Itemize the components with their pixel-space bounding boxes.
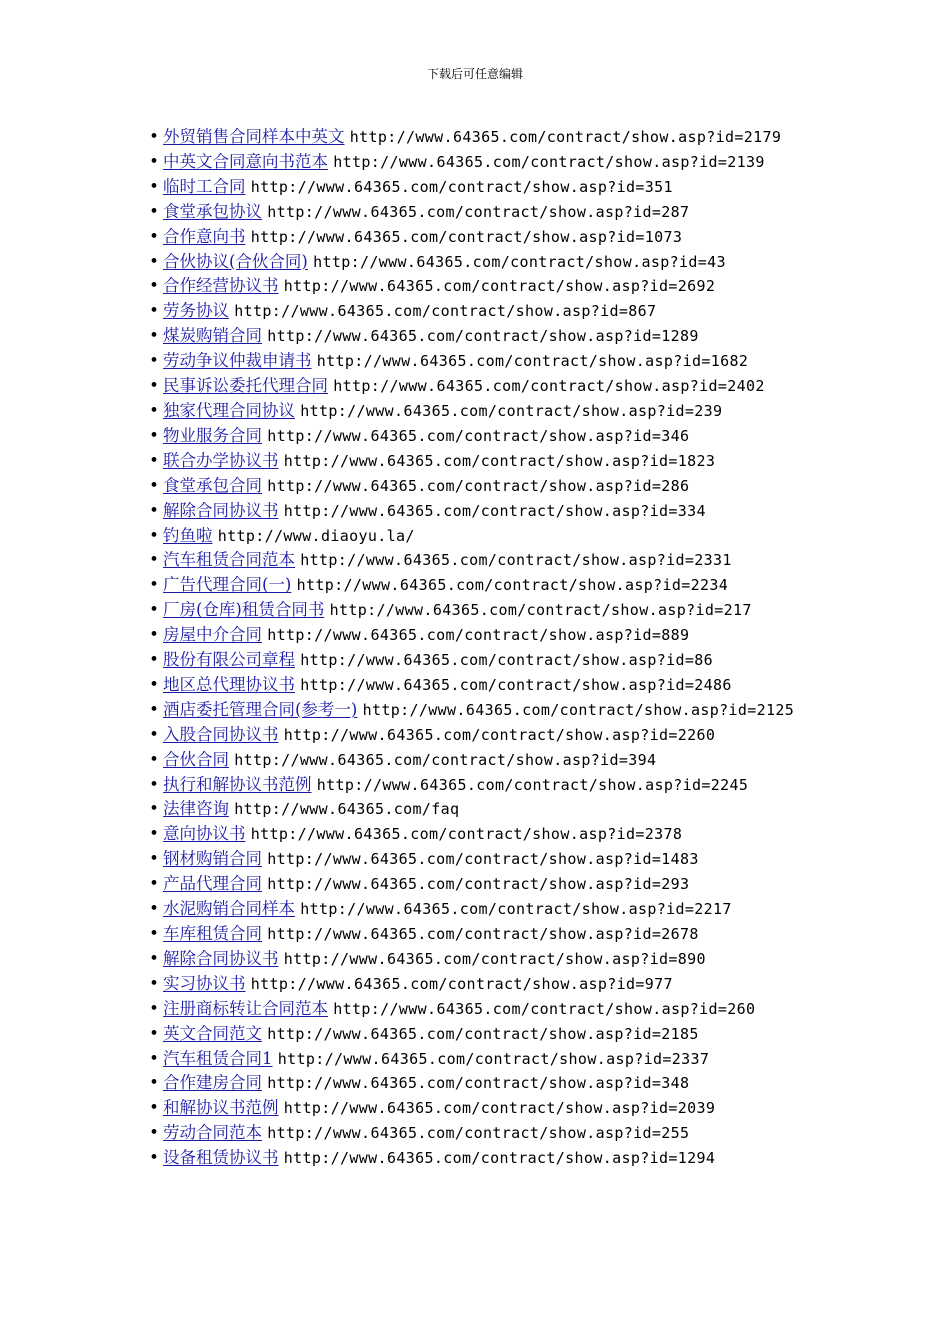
contract-title-link[interactable]: 法律咨询 bbox=[163, 799, 229, 819]
contract-url: http://www.64365.com/contract/show.asp?id=1483 bbox=[267, 850, 699, 869]
bullet-icon: • bbox=[149, 1148, 159, 1168]
contract-title-link[interactable]: 食堂承包合同 bbox=[163, 475, 262, 495]
list-item bbox=[145, 773, 825, 798]
bullet-icon: • bbox=[149, 774, 159, 794]
bullet-icon: • bbox=[149, 973, 159, 993]
list-item bbox=[145, 1146, 825, 1171]
list-item bbox=[145, 648, 825, 673]
bullet-icon: • bbox=[149, 998, 159, 1018]
contract-title-link[interactable]: 外贸销售合同样本中英文 bbox=[163, 127, 345, 146]
list-item bbox=[145, 474, 825, 499]
contract-title-link[interactable]: 物业服务合同 bbox=[163, 425, 262, 445]
bullet-icon: • bbox=[149, 650, 159, 670]
contract-url: http://www.64365.com/contract/show.asp?id=394 bbox=[234, 750, 657, 769]
bullet-icon: • bbox=[149, 251, 159, 271]
list-item bbox=[145, 947, 825, 972]
list-item bbox=[145, 324, 825, 349]
contract-title-link[interactable]: 中英文合同意向书范本 bbox=[163, 151, 328, 171]
bullet-icon: • bbox=[149, 924, 159, 943]
contract-title-link[interactable]: 民事诉讼委托代理合同 bbox=[163, 376, 328, 396]
contract-url: http://www.64365.com/contract/show.asp?id=293 bbox=[267, 875, 690, 894]
contract-title-link[interactable]: 劳务协议 bbox=[163, 301, 229, 321]
contract-title-link[interactable]: 房屋中介合同 bbox=[163, 625, 262, 645]
bullet-icon: • bbox=[149, 948, 159, 968]
list-item bbox=[145, 349, 825, 374]
contract-url: http://www.64365.com/contract/show.asp?id=1289 bbox=[267, 327, 699, 346]
contract-title-link[interactable]: 汽车租赁合同1 bbox=[163, 1048, 273, 1068]
list-item bbox=[145, 847, 825, 872]
contract-url: http://www.64365.com/contract/show.asp?id=2692 bbox=[283, 277, 716, 296]
list-item bbox=[145, 673, 825, 698]
contract-url: http://www.64365.com/contract/show.asp?id=86 bbox=[300, 651, 714, 670]
bullet-icon: • bbox=[149, 450, 159, 470]
contract-url: http://www.64365.com/contract/show.asp?id=2486 bbox=[300, 675, 732, 694]
bullet-icon: • bbox=[149, 874, 159, 894]
list-item bbox=[145, 972, 825, 997]
list-item bbox=[145, 598, 825, 623]
contract-url: http://www.64365.com/contract/show.asp?id=239 bbox=[300, 401, 723, 420]
contract-title-link[interactable]: 食堂承包协议 bbox=[163, 201, 262, 221]
bullet-icon: • bbox=[149, 475, 159, 495]
list-item bbox=[145, 822, 825, 847]
contract-url: http://www.64365.com/contract/show.asp?id=2245 bbox=[316, 775, 749, 794]
contract-url: http://www.64365.com/contract/show.asp?id=2185 bbox=[267, 1024, 699, 1043]
list-item bbox=[145, 1022, 825, 1047]
bullet-icon: • bbox=[149, 1098, 159, 1118]
contract-url: http://www.64365.com/contract/show.asp?id=346 bbox=[267, 426, 690, 445]
contract-url: http://www.64365.com/contract/show.asp?id=351 bbox=[250, 177, 673, 196]
contract-url: http://www.64365.com/contract/show.asp?id=867 bbox=[234, 302, 657, 321]
contract-url: http://www.64365.com/contract/show.asp?id=2234 bbox=[296, 576, 729, 595]
contract-title-link[interactable]: 汽车租赁合同范本 bbox=[163, 550, 295, 570]
bullet-icon: • bbox=[149, 600, 159, 620]
contract-title-link[interactable]: 设备租赁协议书 bbox=[163, 1148, 279, 1168]
bullet-icon: • bbox=[149, 500, 159, 520]
list-item bbox=[145, 623, 825, 648]
bullet-icon: • bbox=[149, 799, 159, 819]
list-item bbox=[145, 399, 825, 424]
contract-title-link[interactable]: 执行和解协议书范例 bbox=[163, 774, 312, 794]
contract-url: http://www.64365.com/contract/show.asp?id=348 bbox=[267, 1074, 690, 1093]
contract-title-link[interactable]: 广告代理合同(一) bbox=[163, 575, 292, 595]
bullet-icon: • bbox=[149, 699, 159, 719]
list-item bbox=[145, 897, 825, 922]
contract-url: http://www.64365.com/contract/show.asp?id=1823 bbox=[283, 451, 716, 470]
bullet-icon: • bbox=[149, 550, 159, 570]
contract-title-link[interactable]: 水泥购销合同样本 bbox=[163, 899, 295, 919]
contract-title-link[interactable]: 钢材购销合同 bbox=[163, 849, 262, 869]
bullet-icon: • bbox=[149, 376, 159, 396]
bullet-icon: • bbox=[149, 301, 159, 321]
list-item bbox=[145, 922, 825, 947]
bullet-icon: • bbox=[149, 575, 159, 595]
bullet-icon: • bbox=[149, 525, 159, 545]
contract-url: http://www.64365.com/contract/show.asp?id=2378 bbox=[250, 825, 683, 844]
contract-title-link[interactable]: 合作建房合同 bbox=[163, 1073, 262, 1093]
list-item bbox=[145, 1096, 825, 1121]
contract-title-link[interactable]: 劳动合同范本 bbox=[163, 1123, 262, 1143]
contract-title-link[interactable]: 合作经营协议书 bbox=[163, 276, 279, 296]
contract-title-link[interactable]: 联合办学协议书 bbox=[163, 450, 279, 470]
contract-title-link[interactable]: 合伙协议(合伙合同) bbox=[163, 251, 308, 271]
list-item bbox=[145, 1047, 825, 1072]
contract-title-link[interactable]: 和解协议书范例 bbox=[163, 1098, 279, 1118]
list-item bbox=[145, 499, 825, 524]
contract-url: http://www.64365.com/contract/show.asp?id=2402 bbox=[333, 377, 765, 396]
contract-url: http://www.64365.com/contract/show.asp?id=217 bbox=[329, 601, 752, 620]
list-item bbox=[145, 250, 825, 275]
contract-url: http://www.64365.com/contract/show.asp?id=2337 bbox=[277, 1049, 710, 1068]
bullet-icon: • bbox=[149, 425, 159, 445]
contract-title-link[interactable]: 独家代理合同协议 bbox=[163, 400, 295, 420]
contract-title-link[interactable]: 合作意向书 bbox=[163, 226, 246, 246]
contract-title-link[interactable]: 解除合同协议书 bbox=[163, 500, 279, 520]
contract-title-link[interactable]: 车库租赁合同 bbox=[163, 924, 262, 943]
list-item bbox=[145, 748, 825, 773]
bullet-icon: • bbox=[149, 326, 159, 346]
list-item bbox=[145, 698, 825, 723]
contract-title-link[interactable]: 厂房(仓库)租赁合同书 bbox=[163, 600, 325, 620]
bullet-icon: • bbox=[149, 201, 159, 221]
contract-url: http://www.64365.com/contract/show.asp?id=260 bbox=[333, 999, 756, 1018]
contract-url: http://www.64365.com/contract/show.asp?id=287 bbox=[267, 202, 690, 221]
bullet-icon: • bbox=[149, 400, 159, 420]
contract-url: http://www.64365.com/contract/show.asp?id=1682 bbox=[316, 352, 749, 371]
list-item bbox=[145, 1071, 825, 1096]
contract-url: http://www.64365.com/faq bbox=[234, 800, 460, 819]
contract-url: http://www.diaoyu.la/ bbox=[217, 526, 415, 545]
list-item bbox=[145, 723, 825, 748]
bullet-icon: • bbox=[149, 749, 159, 769]
list-item bbox=[145, 424, 825, 449]
contract-title-link[interactable]: 意向协议书 bbox=[163, 824, 246, 844]
contract-url: http://www.64365.com/contract/show.asp?id=2039 bbox=[283, 1099, 716, 1118]
bullet-icon: • bbox=[149, 127, 159, 146]
contract-title-link[interactable]: 实习协议书 bbox=[163, 973, 246, 993]
bullet-icon: • bbox=[149, 1048, 159, 1068]
contract-title-link[interactable]: 解除合同协议书 bbox=[163, 948, 279, 968]
bullet-icon: • bbox=[149, 1123, 159, 1143]
list-item bbox=[145, 125, 825, 150]
list-item bbox=[145, 175, 825, 200]
list-item bbox=[145, 548, 825, 573]
contract-url: http://www.64365.com/contract/show.asp?id=2179 bbox=[349, 128, 782, 146]
contract-url: http://www.64365.com/contract/show.asp?id=2331 bbox=[300, 551, 732, 570]
bullet-icon: • bbox=[149, 899, 159, 919]
contract-url: http://www.64365.com/contract/show.asp?id=43 bbox=[313, 252, 726, 271]
bullet-icon: • bbox=[149, 351, 159, 371]
bullet-icon: • bbox=[149, 849, 159, 869]
bullet-icon: • bbox=[149, 1073, 159, 1093]
bullet-icon: • bbox=[149, 824, 159, 844]
contract-title-link[interactable]: 劳动争议仲裁申请书 bbox=[163, 351, 312, 371]
bullet-icon: • bbox=[149, 276, 159, 296]
bullet-icon: • bbox=[149, 625, 159, 645]
contract-url: http://www.64365.com/contract/show.asp?id=2139 bbox=[333, 152, 765, 171]
bullet-icon: • bbox=[149, 674, 159, 694]
contract-title-link[interactable]: 入股合同协议书 bbox=[163, 724, 279, 744]
contract-title-link[interactable]: 地区总代理协议书 bbox=[163, 674, 295, 694]
list-item bbox=[145, 150, 825, 175]
contract-url: http://www.64365.com/contract/show.asp?id=890 bbox=[283, 949, 706, 968]
bullet-icon: • bbox=[149, 151, 159, 171]
contract-title-link[interactable]: 股份有限公司章程 bbox=[163, 650, 295, 670]
contract-url: http://www.64365.com/contract/show.asp?id=889 bbox=[267, 626, 690, 645]
list-item bbox=[145, 872, 825, 897]
contract-title-link[interactable]: 注册商标转让合同范本 bbox=[163, 998, 328, 1018]
list-item bbox=[145, 274, 825, 299]
list-item bbox=[145, 299, 825, 324]
contract-url: http://www.64365.com/contract/show.asp?id=1073 bbox=[250, 227, 683, 246]
list-item bbox=[145, 225, 825, 250]
bullet-icon: • bbox=[149, 226, 159, 246]
bullet-icon: • bbox=[149, 724, 159, 744]
list-item bbox=[145, 797, 825, 822]
contract-url: http://www.64365.com/contract/show.asp?id=2260 bbox=[283, 725, 716, 744]
list-item bbox=[145, 573, 825, 598]
contract-link-list bbox=[145, 125, 825, 1171]
list-item bbox=[145, 524, 825, 549]
bullet-icon: • bbox=[149, 1023, 159, 1043]
contract-url: http://www.64365.com/contract/show.asp?id=1294 bbox=[283, 1149, 716, 1168]
list-item bbox=[145, 374, 825, 399]
contract-url: http://www.64365.com/contract/show.asp?id=977 bbox=[250, 974, 673, 993]
contract-title-link[interactable]: 煤炭购销合同 bbox=[163, 326, 262, 346]
list-item bbox=[145, 1121, 825, 1146]
contract-title-link[interactable]: 临时工合同 bbox=[163, 176, 246, 196]
contract-title-link[interactable]: 产品代理合同 bbox=[163, 874, 262, 894]
contract-title-link[interactable]: 合伙合同 bbox=[163, 749, 229, 769]
contract-url: http://www.64365.com/contract/show.asp?id=334 bbox=[283, 501, 706, 520]
contract-url: http://www.64365.com/contract/show.asp?id=2125 bbox=[362, 700, 795, 719]
contract-url: http://www.64365.com/contract/show.asp?id=2678 bbox=[267, 925, 699, 943]
bullet-icon: • bbox=[149, 176, 159, 196]
contract-title-link[interactable]: 钓鱼啦 bbox=[163, 525, 213, 545]
contract-title-link[interactable]: 英文合同范文 bbox=[163, 1023, 262, 1043]
contract-url: http://www.64365.com/contract/show.asp?id=2217 bbox=[300, 900, 732, 919]
list-item bbox=[145, 997, 825, 1022]
contract-title-link[interactable]: 酒店委托管理合同(参考一) bbox=[163, 699, 358, 719]
contract-url: http://www.64365.com/contract/show.asp?id=286 bbox=[267, 476, 690, 495]
page-header: 下载后可任意编辑 bbox=[426, 67, 523, 81]
list-item bbox=[145, 449, 825, 474]
list-item bbox=[145, 200, 825, 225]
contract-url: http://www.64365.com/contract/show.asp?id=255 bbox=[267, 1124, 690, 1143]
